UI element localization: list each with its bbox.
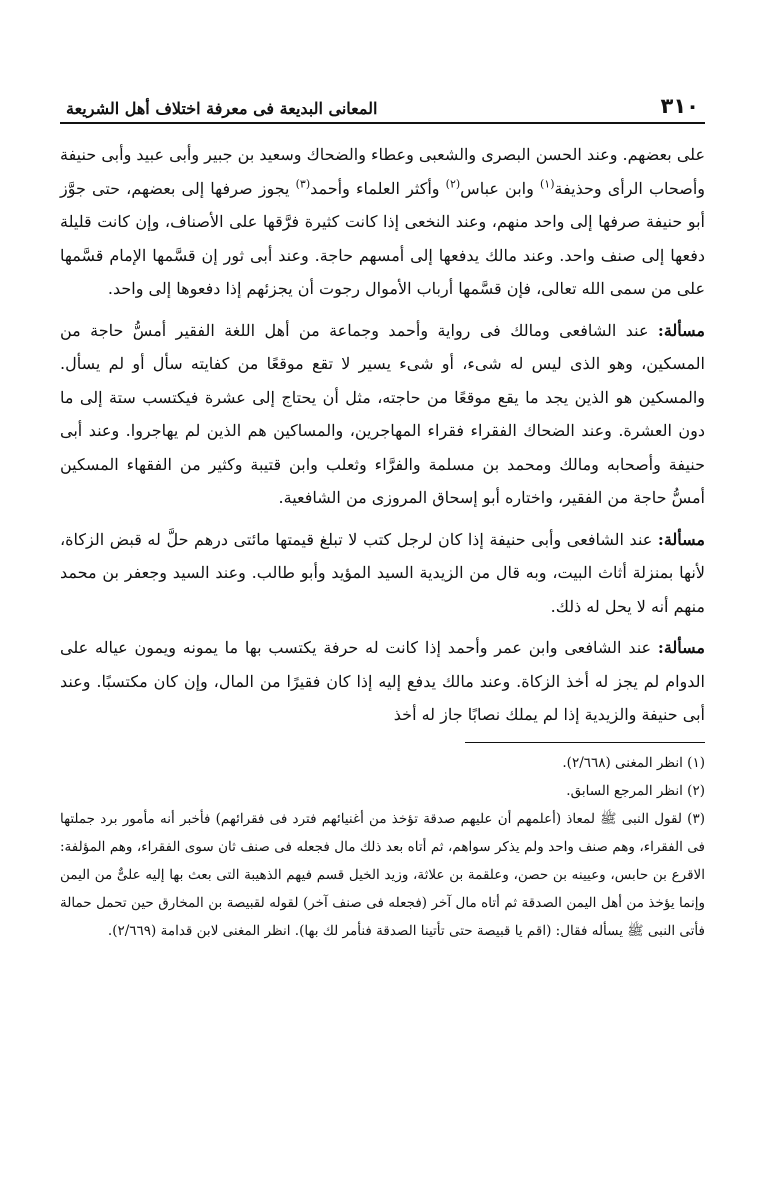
running-title: المعانى البديعة فى معرفة اختلاف أهل الشريعة	[66, 99, 378, 118]
paragraph-3	[60, 523, 705, 624]
paragraph-text: وابن عباس	[460, 178, 540, 198]
paragraph-1	[60, 138, 705, 306]
main-text	[60, 138, 705, 732]
paragraph-4	[60, 631, 705, 732]
paragraph-text: عند الشافعى وأبى حنيفة إذا كان لرجل كتب لا تبلغ قيمتها مائتى درهم حلَّ له قبض الزكاة، لأنها بمنزلة أثاث البيت، وبه قال من الزيدية السيد المؤيد وأبو طالب. وعند السيد وجعفر بن محمد منهم أنه لا يحل له ذلك.	[60, 529, 705, 616]
paragraph-2	[60, 314, 705, 515]
paragraph-text: عند الشافعى وابن عمر وأحمد إذا كانت له حرفة يكتسب بها ما يمونه ويمون عياله على الدوام لم يجز له أخذ الزكاة. وعند مالك يدفع إليه إذا كان فقيرًا من المال، وإن كان مكتسبًا. وعند أبى حنيفة والزيدية إذا لم يملك نصابًا جاز له أخذ	[60, 638, 705, 724]
footnote-2: (٢) انظر المرجع السابق.	[566, 782, 705, 799]
paragraph-text: يجوز صرفها إلى بعضهم، حتى جوَّز أبو حنيفة صرفها إلى واحد منهم، وعند النخعى إذا كانت كثيرة فرَّقها على الأصناف، وإن كانت قليلة دفعها إلى صنف واحد. وعند مالك يدفعها إلى أمسهم حاجة. وعند أبى ثور إن قسَّمها الإمام قسَّمها على من سمى الله تعالى، فإن قسَّمها أرباب الأموال رجوت أن يجزئهم إذا دفعوها إلى واحد.	[60, 178, 705, 298]
issue-label: مسألة:	[657, 320, 705, 340]
paragraph-text: على بعضهم. وعند الحسن البصرى والشعبى وعطاء والضحاك وسعيد بن جبير وأبى عبيد وأبى حنيفة وأصحاب الرأى وحذيفة	[60, 145, 706, 198]
footnotes	[60, 749, 705, 945]
paragraph-text: وأكثر العلماء وأحمد	[310, 178, 446, 198]
paragraph-text: عند الشافعى ومالك فى رواية وأحمد وجماعة من أهل اللغة الفقير أمسُّ حاجة من المسكين، وهو الذى ليس له شىء، أو شىء يسير لا تقع موقعًا من كفايته سأل أو لم يسأل. والمسكين هو الذين يجد ما يقع موقعًا من حاجته، مثل أن يحتاج إلى عشرة فيكتسب ستة إلى ما دون العشرة. وعند الضحاك الفقراء فقراء المهاجرين، والمساكين هم الذين لم يهاجروا. وعند أبى حنيفة وأصحابه ومالك ومحمد بن مسلمة والفرَّاء وثعلب وابن قتيبة وكثير من الفقهاء المسكين أمسُّ حاجة من الفقير، واختاره أبو إسحاق المروزى من الشافعية.	[60, 320, 706, 507]
footnote-ref-3: (٣)	[295, 177, 311, 191]
footnote-3: (٣) لقول النبى ﷺ لمعاذ (أعلمهم أن عليهم صدقة تؤخذ من أغنيائهم فترد فى فقرائهم) فأخبر أنه مأمور برد جملتها فى الفقراء، وهم صنف واحد ولم يذكر سواهم، ثم أتاه بعد ذلك مال فجعله فى صنف ثان سوى الفقراء، وهم المؤلفة: الاقرع بن حابس، وعيينه بن حصن، وعلقمة بن علاثة، وزيد الخيل قسم فيهم الذهيبة التى بعث بها إليه علىٌّ من اليمن وإنما يؤخذ من أهل اليمن الصدقة ثم أتاه مال آخر (فجعله فى صنف آخر) لقوله لقبيصة بن المخارق حين تحمل حمالة فأتى النبى ﷺ يسأله فقال: (اقم يا قبيصة حتى تأتينا الصدقة فنأمر لك بها). انظر المغنى لابن قدامة (٢/٦٦٩).	[60, 810, 705, 939]
footnote-1: (١) انظر المغنى (٢/٦٦٨).	[562, 754, 705, 771]
footnote-ref-1: (١)	[539, 177, 555, 191]
footnote-divider	[465, 742, 705, 743]
footnote-ref-2: (٢)	[445, 177, 461, 191]
issue-label: مسألة:	[657, 638, 705, 657]
page-header	[60, 78, 705, 124]
page-number: ٣١٠	[660, 94, 699, 118]
issue-label: مسألة:	[657, 529, 705, 549]
book-page	[60, 78, 705, 1145]
